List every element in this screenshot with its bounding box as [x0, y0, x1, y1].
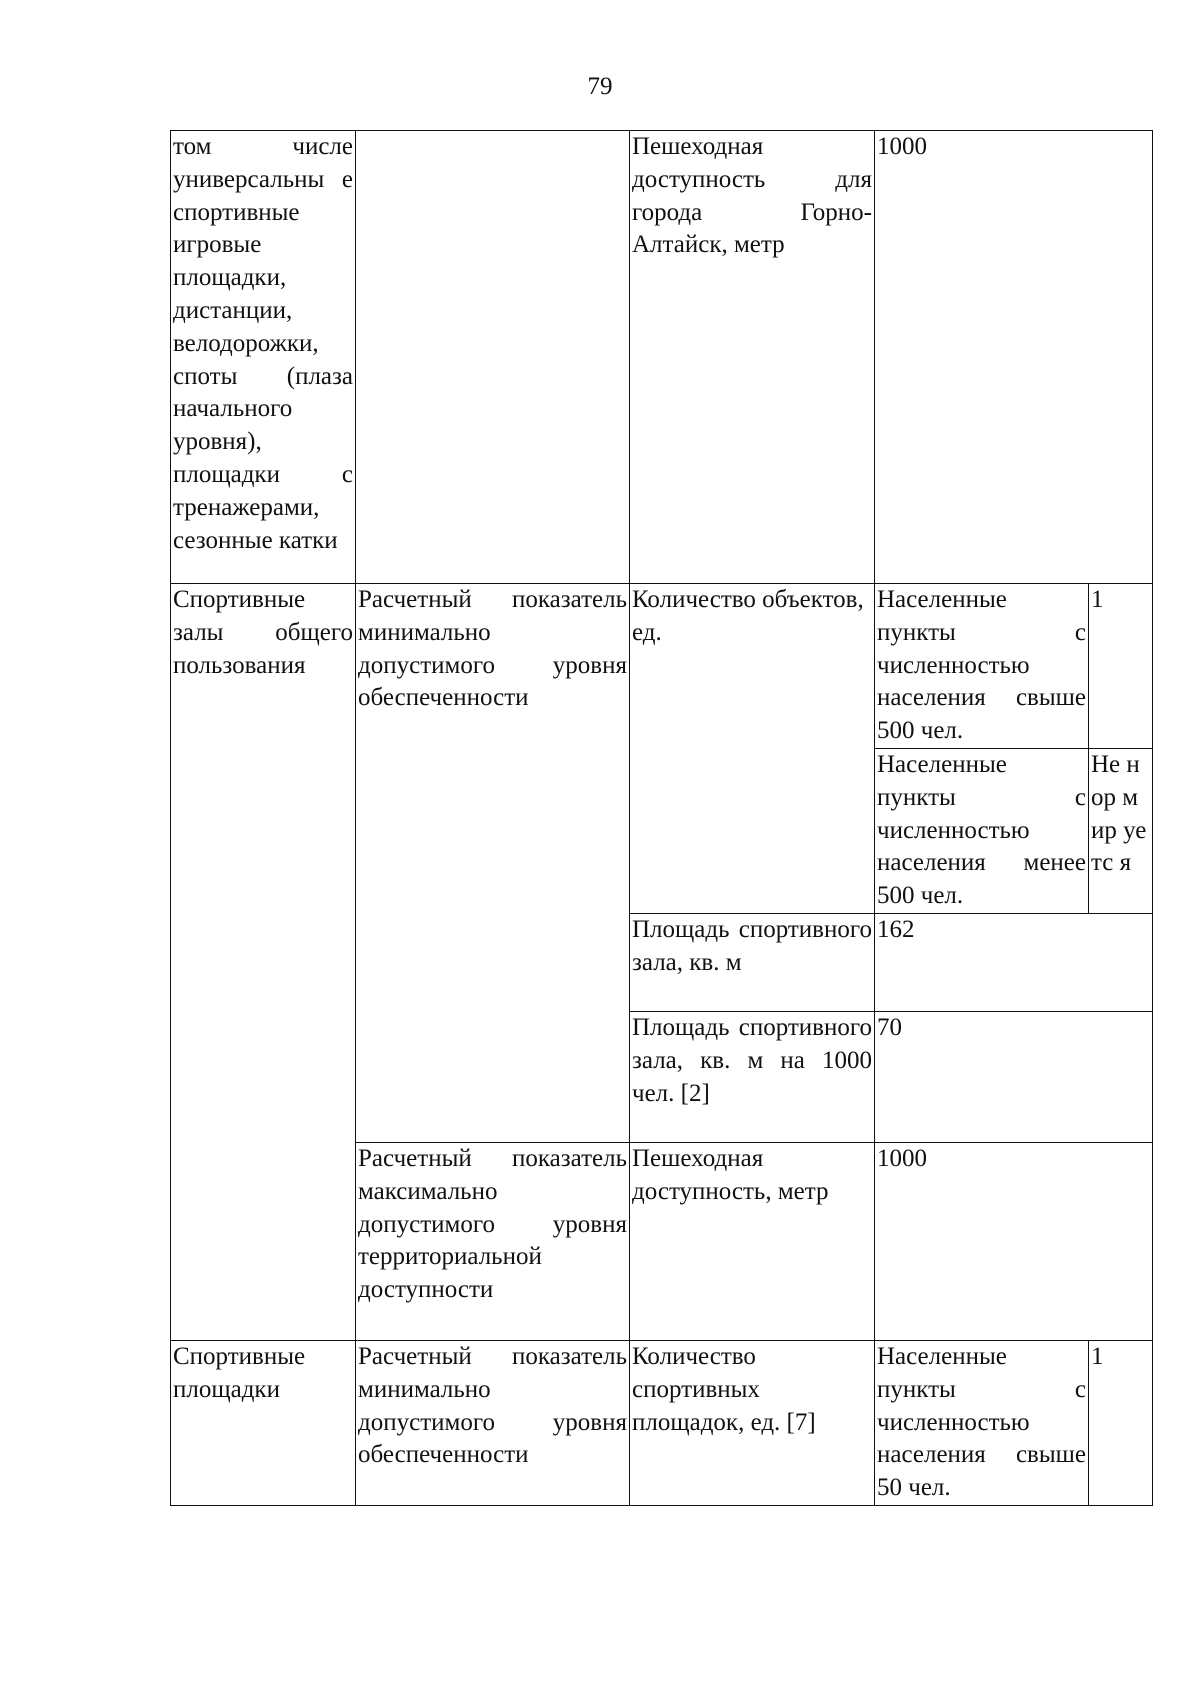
parameter-text: Количество спортивных площадок, ед. [7] [632, 1343, 816, 1436]
parameter-text: Пешеходная доступность, метр [632, 1145, 829, 1205]
value-text: 1 [1091, 1343, 1104, 1370]
condition-text: Населенные пункты с численностью населения менее 500 чел. [877, 751, 1086, 910]
object-text: Спортивные площадки [173, 1343, 306, 1403]
value-text: 162 [877, 916, 915, 943]
indicator-text: Расчетный показатель максимально допустимого уровня территориальной доступности [358, 1145, 627, 1304]
indicator-cell [356, 1341, 630, 1506]
value-text: 1000 [877, 133, 927, 160]
parameter-cell [630, 1341, 875, 1506]
value-cell [875, 1143, 1153, 1341]
object-text: том числе универсальны е спортивные игровые площадки, дистанции, велодорожки, споты (плаза начального уровня), площадки с тренажерами, сезонные катки [173, 133, 353, 554]
parameter-cell [630, 1012, 875, 1143]
norms-table [170, 130, 1153, 1506]
indicator-cell [356, 584, 630, 1143]
parameter-text: Площадь спортивного зала, кв. м на 1000 чел. [2] [632, 1014, 872, 1107]
condition-text: Населенные пункты с численностью населения свыше 500 чел. [877, 586, 1086, 745]
parameter-cell [630, 1143, 875, 1341]
object-cell [171, 1341, 356, 1506]
condition-cell [875, 584, 1089, 749]
object-text: Спортивные залы общего пользования [173, 586, 353, 679]
indicator-text: Расчетный показатель минимально допустимого уровня обеспеченности [358, 586, 627, 712]
value-cell [875, 914, 1153, 1012]
value-cell [1089, 1341, 1153, 1506]
parameter-cell [630, 914, 875, 1012]
indicator-text: Расчетный показатель минимально допустимого уровня обеспеченности [358, 1343, 627, 1469]
parameter-cell [630, 584, 875, 914]
value-text: 70 [877, 1014, 902, 1041]
table-row [171, 131, 1153, 584]
condition-cell [875, 1341, 1089, 1506]
parameter-text: Количество объектов, ед. [632, 586, 864, 646]
value-text: Не нор мир уетс я [1091, 751, 1147, 877]
object-cell [171, 584, 356, 1341]
page-number: 79 [587, 73, 613, 100]
value-text: 1000 [877, 1145, 927, 1172]
indicator-cell [356, 1143, 630, 1341]
parameter-cell [630, 131, 875, 584]
value-text: 1 [1091, 586, 1104, 613]
value-cell [1089, 749, 1153, 914]
table-row [171, 1341, 1153, 1506]
value-cell [1089, 584, 1153, 749]
value-cell [875, 131, 1153, 584]
value-cell [875, 1012, 1153, 1143]
table-row [171, 584, 1153, 749]
indicator-cell [356, 131, 630, 584]
condition-cell [875, 749, 1089, 914]
condition-text: Населенные пункты с численностью населения свыше 50 чел. [877, 1343, 1086, 1502]
parameter-text: Пешеходная доступность для города Горно-Алтайск, метр [632, 133, 872, 259]
object-cell [171, 131, 356, 584]
parameter-text: Площадь спортивного зала, кв. м [632, 916, 872, 976]
